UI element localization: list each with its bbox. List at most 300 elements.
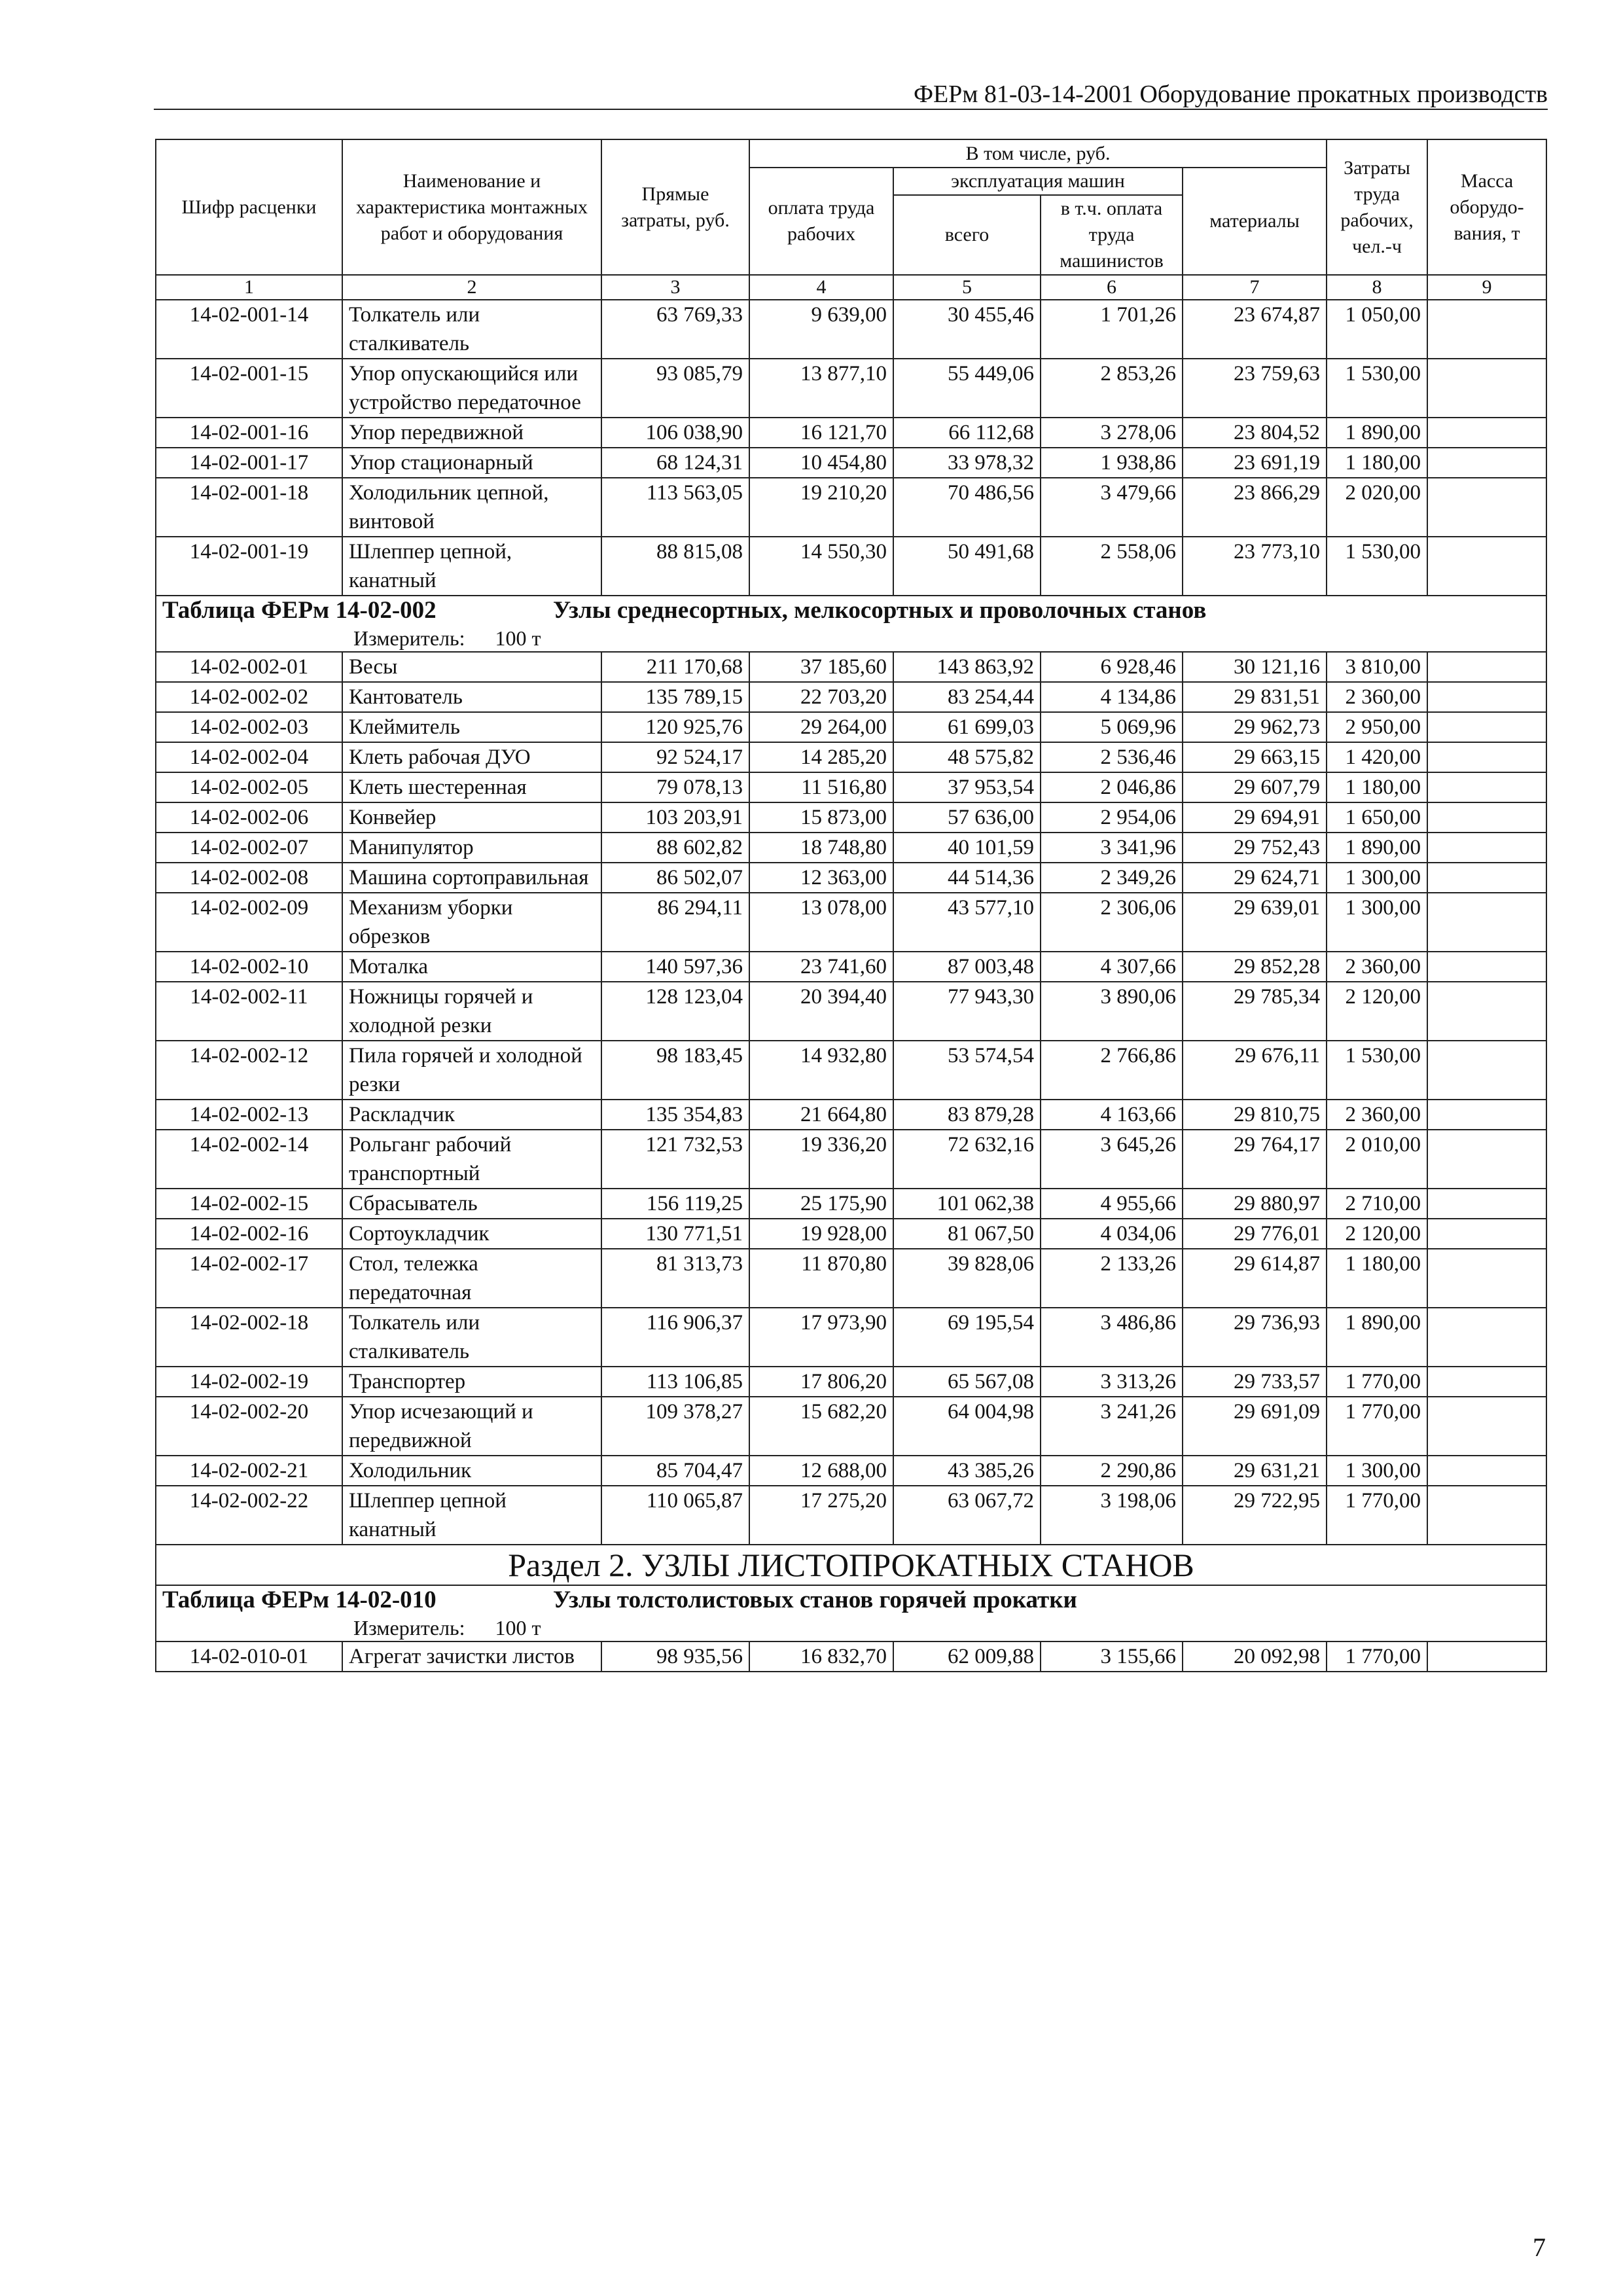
cell-labor-hours: 1 770,00 <box>1327 1397 1427 1456</box>
cell-labor-pay: 11 516,80 <box>749 772 893 802</box>
cell-name: Транспортер <box>342 1367 601 1397</box>
cell-materials: 29 736,93 <box>1183 1308 1327 1367</box>
table-row <box>156 418 1546 448</box>
cell-code: 14-02-002-18 <box>156 1308 342 1367</box>
unit-value: 100 т <box>495 1616 541 1640</box>
cell-labor-hours: 1 770,00 <box>1327 1641 1427 1672</box>
cell-operators-pay: 3 241,26 <box>1041 1397 1183 1456</box>
cell-operators-pay: 2 766,86 <box>1041 1041 1183 1100</box>
cell-operators-pay: 2 853,26 <box>1041 359 1183 418</box>
cell-materials: 29 764,17 <box>1183 1130 1327 1189</box>
cell-materials: 23 674,87 <box>1183 300 1327 359</box>
cell-operators-pay: 6 928,46 <box>1041 652 1183 682</box>
cell-labor-pay: 9 639,00 <box>749 300 893 359</box>
cell-materials: 29 676,11 <box>1183 1041 1327 1100</box>
cell-code: 14-02-001-19 <box>156 537 342 596</box>
col-header-materials: материалы <box>1183 168 1327 275</box>
cell-labor-hours: 1 180,00 <box>1327 1249 1427 1308</box>
cell-materials: 29 733,57 <box>1183 1367 1327 1397</box>
cell-mass <box>1427 1130 1546 1189</box>
cell-labor-hours: 2 360,00 <box>1327 682 1427 712</box>
cell-name: Шлеппер цепной, канатный <box>342 537 601 596</box>
cell-direct-costs: 98 183,45 <box>601 1041 749 1100</box>
cell-name: Клеть шестеренная <box>342 772 601 802</box>
cell-code: 14-02-002-22 <box>156 1486 342 1545</box>
cell-operators-pay: 4 163,66 <box>1041 1100 1183 1130</box>
col-header-code: Шифр расценки <box>156 139 342 275</box>
cell-materials: 29 831,51 <box>1183 682 1327 712</box>
cell-materials: 23 804,52 <box>1183 418 1327 448</box>
cell-code: 14-02-002-13 <box>156 1100 342 1130</box>
cell-machines-total: 53 574,54 <box>893 1041 1041 1100</box>
cell-name: Сбрасыватель <box>342 1189 601 1219</box>
cell-labor-hours: 1 420,00 <box>1327 742 1427 772</box>
cell-labor-hours: 1 530,00 <box>1327 537 1427 596</box>
cell-name: Упор стационарный <box>342 448 601 478</box>
cell-code: 14-02-002-04 <box>156 742 342 772</box>
cell-mass <box>1427 952 1546 982</box>
table-row <box>156 952 1546 982</box>
cell-name: Стол, тележка передаточная <box>342 1249 601 1308</box>
cell-labor-pay: 37 185,60 <box>749 652 893 682</box>
col-header-operators-pay: в т.ч. оплата труда машинистов <box>1041 195 1183 275</box>
cell-direct-costs: 211 170,68 <box>601 652 749 682</box>
column-number-row <box>156 275 1546 300</box>
cell-operators-pay: 3 486,86 <box>1041 1308 1183 1367</box>
cell-mass <box>1427 1641 1546 1672</box>
cell-materials: 29 607,79 <box>1183 772 1327 802</box>
cell-labor-pay: 15 873,00 <box>749 802 893 833</box>
cell-labor-hours: 2 120,00 <box>1327 982 1427 1041</box>
cell-mass <box>1427 1367 1546 1397</box>
cell-code: 14-02-002-16 <box>156 1219 342 1249</box>
cell-machines-total: 37 953,54 <box>893 772 1041 802</box>
cell-materials: 30 121,16 <box>1183 652 1327 682</box>
cell-name: Холодильник <box>342 1456 601 1486</box>
table-row <box>156 1486 1546 1545</box>
cell-name: Манипулятор <box>342 833 601 863</box>
unit-label: Измеритель: <box>353 1616 465 1640</box>
cell-name: Пила горячей и холодной резки <box>342 1041 601 1100</box>
cell-mass <box>1427 1308 1546 1367</box>
cell-machines-total: 43 577,10 <box>893 893 1041 952</box>
cell-code: 14-02-002-05 <box>156 772 342 802</box>
cell-operators-pay: 2 536,46 <box>1041 742 1183 772</box>
cell-labor-hours: 1 770,00 <box>1327 1486 1427 1545</box>
column-number: 1 <box>156 275 342 300</box>
cell-machines-total: 61 699,03 <box>893 712 1041 742</box>
cell-code: 14-02-002-15 <box>156 1189 342 1219</box>
cell-operators-pay: 2 046,86 <box>1041 772 1183 802</box>
cell-direct-costs: 81 313,73 <box>601 1249 749 1308</box>
cell-operators-pay: 5 069,96 <box>1041 712 1183 742</box>
cell-operators-pay: 3 278,06 <box>1041 418 1183 448</box>
cell-operators-pay: 4 955,66 <box>1041 1189 1183 1219</box>
cell-materials: 29 614,87 <box>1183 1249 1327 1308</box>
cell-operators-pay: 3 313,26 <box>1041 1367 1183 1397</box>
table-row <box>156 1100 1546 1130</box>
col-header-direct: Прямые затраты, руб. <box>601 139 749 275</box>
cell-labor-hours: 1 050,00 <box>1327 300 1427 359</box>
cell-direct-costs: 113 106,85 <box>601 1367 749 1397</box>
cell-name: Весы <box>342 652 601 682</box>
cell-direct-costs: 63 769,33 <box>601 300 749 359</box>
cell-operators-pay: 3 198,06 <box>1041 1486 1183 1545</box>
cell-direct-costs: 98 935,56 <box>601 1641 749 1672</box>
cell-name: Упор опускающийся или устройство передаточное <box>342 359 601 418</box>
cell-mass <box>1427 1486 1546 1545</box>
cell-labor-pay: 19 928,00 <box>749 1219 893 1249</box>
table-row <box>156 652 1546 682</box>
table-row <box>156 1130 1546 1189</box>
col-header-name: Наименование и характеристика монтажных работ и оборудования <box>342 139 601 275</box>
col-header-machines-total: всего <box>893 195 1041 275</box>
cell-direct-costs: 135 354,83 <box>601 1100 749 1130</box>
column-number: 3 <box>601 275 749 300</box>
cell-direct-costs: 120 925,76 <box>601 712 749 742</box>
cell-labor-pay: 10 454,80 <box>749 448 893 478</box>
cell-labor-pay: 14 285,20 <box>749 742 893 772</box>
cell-direct-costs: 121 732,53 <box>601 1130 749 1189</box>
cell-labor-hours: 2 010,00 <box>1327 1130 1427 1189</box>
cell-mass <box>1427 1100 1546 1130</box>
cell-machines-total: 64 004,98 <box>893 1397 1041 1456</box>
cell-materials: 29 810,75 <box>1183 1100 1327 1130</box>
cell-code: 14-02-002-03 <box>156 712 342 742</box>
cell-name: Толкатель или сталкиватель <box>342 300 601 359</box>
cell-code: 14-02-001-15 <box>156 359 342 418</box>
section-title: Раздел 2. УЗЛЫ ЛИСТОПРОКАТНЫХ СТАНОВ <box>156 1545 1546 1585</box>
cell-mass <box>1427 712 1546 742</box>
cell-machines-total: 40 101,59 <box>893 833 1041 863</box>
cell-code: 14-02-002-14 <box>156 1130 342 1189</box>
cell-name: Клеймитель <box>342 712 601 742</box>
cell-operators-pay: 4 307,66 <box>1041 952 1183 982</box>
cell-direct-costs: 68 124,31 <box>601 448 749 478</box>
table-row <box>156 1641 1546 1672</box>
cell-code: 14-02-002-09 <box>156 893 342 952</box>
cell-machines-total: 81 067,50 <box>893 1219 1041 1249</box>
cell-labor-hours: 1 890,00 <box>1327 1308 1427 1367</box>
cell-direct-costs: 130 771,51 <box>601 1219 749 1249</box>
cell-mass <box>1427 893 1546 952</box>
cell-labor-hours: 2 710,00 <box>1327 1189 1427 1219</box>
cell-operators-pay: 2 558,06 <box>1041 537 1183 596</box>
cell-code: 14-02-001-18 <box>156 478 342 537</box>
cell-direct-costs: 140 597,36 <box>601 952 749 982</box>
cell-code: 14-02-001-16 <box>156 418 342 448</box>
cell-name: Конвейер <box>342 802 601 833</box>
cell-labor-hours: 1 530,00 <box>1327 1041 1427 1100</box>
table-row <box>156 359 1546 418</box>
cell-labor-pay: 19 336,20 <box>749 1130 893 1189</box>
cell-labor-hours: 2 950,00 <box>1327 712 1427 742</box>
cell-name: Ножницы горячей и холодной резки <box>342 982 601 1041</box>
cell-mass <box>1427 1189 1546 1219</box>
column-number: 2 <box>342 275 601 300</box>
table-caption <box>156 1585 1546 1641</box>
cell-machines-total: 77 943,30 <box>893 982 1041 1041</box>
table-caption <box>156 596 1546 652</box>
cell-labor-hours: 2 360,00 <box>1327 1100 1427 1130</box>
cell-name: Моталка <box>342 952 601 982</box>
cell-labor-pay: 16 832,70 <box>749 1641 893 1672</box>
cell-labor-hours: 1 180,00 <box>1327 448 1427 478</box>
cell-labor-hours: 3 810,00 <box>1327 652 1427 682</box>
cell-materials: 29 785,34 <box>1183 982 1327 1041</box>
cell-operators-pay: 2 133,26 <box>1041 1249 1183 1308</box>
cell-machines-total: 62 009,88 <box>893 1641 1041 1672</box>
cell-direct-costs: 92 524,17 <box>601 742 749 772</box>
col-header-labor-hours: Затраты труда рабочих, чел.-ч <box>1327 139 1427 275</box>
cell-code: 14-02-002-07 <box>156 833 342 863</box>
cell-materials: 29 631,21 <box>1183 1456 1327 1486</box>
cell-labor-hours: 1 530,00 <box>1327 359 1427 418</box>
cell-direct-costs: 135 789,15 <box>601 682 749 712</box>
cell-materials: 29 691,09 <box>1183 1397 1327 1456</box>
cell-name: Кантователь <box>342 682 601 712</box>
cell-labor-pay: 20 394,40 <box>749 982 893 1041</box>
table-caption-label: Таблица ФЕРм 14-02-002 <box>162 597 437 624</box>
cell-mass <box>1427 359 1546 418</box>
cell-machines-total: 48 575,82 <box>893 742 1041 772</box>
cell-name: Механизм уборки обрезков <box>342 893 601 952</box>
table-row <box>156 300 1546 359</box>
table-row <box>156 833 1546 863</box>
cell-labor-hours: 1 300,00 <box>1327 863 1427 893</box>
col-header-labor-pay: оплата труда рабочих <box>749 168 893 275</box>
cell-machines-total: 44 514,36 <box>893 863 1041 893</box>
cell-labor-hours: 2 360,00 <box>1327 952 1427 982</box>
cell-code: 14-02-002-02 <box>156 682 342 712</box>
cell-materials: 29 752,43 <box>1183 833 1327 863</box>
cell-code: 14-02-002-01 <box>156 652 342 682</box>
table-body <box>156 275 1546 1672</box>
cell-materials: 29 852,28 <box>1183 952 1327 982</box>
cell-labor-pay: 14 932,80 <box>749 1041 893 1100</box>
cell-operators-pay: 4 034,06 <box>1041 1219 1183 1249</box>
cell-machines-total: 57 636,00 <box>893 802 1041 833</box>
cell-name: Сортоукладчик <box>342 1219 601 1249</box>
cell-code: 14-02-001-14 <box>156 300 342 359</box>
cell-machines-total: 43 385,26 <box>893 1456 1041 1486</box>
cell-materials: 20 092,98 <box>1183 1641 1327 1672</box>
cell-direct-costs: 103 203,91 <box>601 802 749 833</box>
cell-labor-hours: 1 180,00 <box>1327 772 1427 802</box>
cell-code: 14-02-002-21 <box>156 1456 342 1486</box>
cell-code: 14-02-002-19 <box>156 1367 342 1397</box>
cell-labor-pay: 17 973,90 <box>749 1308 893 1367</box>
cell-code: 14-02-002-11 <box>156 982 342 1041</box>
cell-code: 14-02-002-10 <box>156 952 342 982</box>
cell-materials: 23 691,19 <box>1183 448 1327 478</box>
cell-name: Раскладчик <box>342 1100 601 1130</box>
cell-materials: 29 880,97 <box>1183 1189 1327 1219</box>
cell-code: 14-02-002-20 <box>156 1397 342 1456</box>
table-row <box>156 478 1546 537</box>
cell-operators-pay: 1 938,86 <box>1041 448 1183 478</box>
cell-direct-costs: 106 038,90 <box>601 418 749 448</box>
cell-name: Упор передвижной <box>342 418 601 448</box>
cell-name: Холодильник цепной, винтовой <box>342 478 601 537</box>
table-caption-label: Таблица ФЕРм 14-02-010 <box>162 1587 437 1613</box>
section-title-row <box>156 1545 1546 1585</box>
cell-name: Упор исчезающий и передвижной <box>342 1397 601 1456</box>
cell-labor-pay: 21 664,80 <box>749 1100 893 1130</box>
cell-labor-pay: 13 078,00 <box>749 893 893 952</box>
cell-direct-costs: 109 378,27 <box>601 1397 749 1456</box>
cell-materials: 29 962,73 <box>1183 712 1327 742</box>
cell-code: 14-02-002-06 <box>156 802 342 833</box>
cell-mass <box>1427 537 1546 596</box>
cell-machines-total: 87 003,48 <box>893 952 1041 982</box>
table-row <box>156 772 1546 802</box>
cell-labor-pay: 25 175,90 <box>749 1189 893 1219</box>
cell-machines-total: 30 455,46 <box>893 300 1041 359</box>
table-row <box>156 742 1546 772</box>
cell-labor-hours: 2 020,00 <box>1327 478 1427 537</box>
rates-table <box>155 139 1547 1672</box>
cell-materials: 29 722,95 <box>1183 1486 1327 1545</box>
cell-labor-pay: 17 275,20 <box>749 1486 893 1545</box>
cell-mass <box>1427 418 1546 448</box>
cell-direct-costs: 128 123,04 <box>601 982 749 1041</box>
cell-direct-costs: 93 085,79 <box>601 359 749 418</box>
cell-mass <box>1427 682 1546 712</box>
cell-operators-pay: 3 155,66 <box>1041 1641 1183 1672</box>
cell-labor-pay: 19 210,20 <box>749 478 893 537</box>
page-number: 7 <box>1533 2233 1546 2262</box>
cell-materials: 23 759,63 <box>1183 359 1327 418</box>
cell-name: Шлеппер цепной канатный <box>342 1486 601 1545</box>
cell-operators-pay: 2 349,26 <box>1041 863 1183 893</box>
cell-labor-pay: 22 703,20 <box>749 682 893 712</box>
cell-mass <box>1427 982 1546 1041</box>
table-row <box>156 1367 1546 1397</box>
cell-materials: 29 694,91 <box>1183 802 1327 833</box>
cell-operators-pay: 4 134,86 <box>1041 682 1183 712</box>
cell-labor-pay: 18 748,80 <box>749 833 893 863</box>
cell-labor-hours: 1 890,00 <box>1327 833 1427 863</box>
cell-direct-costs: 88 602,82 <box>601 833 749 863</box>
cell-code: 14-02-002-17 <box>156 1249 342 1308</box>
cell-labor-pay: 12 363,00 <box>749 863 893 893</box>
cell-labor-hours: 1 890,00 <box>1327 418 1427 448</box>
cell-mass <box>1427 1041 1546 1100</box>
cell-name: Толкатель или сталкиватель <box>342 1308 601 1367</box>
table-caption-title: Узлы толстолистовых станов горячей прокатки <box>553 1587 1077 1613</box>
cell-name: Машина сортоправильная <box>342 863 601 893</box>
cell-mass <box>1427 772 1546 802</box>
cell-direct-costs: 85 704,47 <box>601 1456 749 1486</box>
cell-materials: 29 663,15 <box>1183 742 1327 772</box>
cell-materials: 29 776,01 <box>1183 1219 1327 1249</box>
cell-operators-pay: 1 701,26 <box>1041 300 1183 359</box>
table-row <box>156 982 1546 1041</box>
cell-labor-hours: 1 770,00 <box>1327 1367 1427 1397</box>
table-row <box>156 863 1546 893</box>
cell-labor-pay: 23 741,60 <box>749 952 893 982</box>
cell-direct-costs: 110 065,87 <box>601 1486 749 1545</box>
table-row <box>156 712 1546 742</box>
col-header-mass: Масса оборудо-вания, т <box>1427 139 1546 275</box>
column-number: 8 <box>1327 275 1427 300</box>
running-header <box>154 26 1548 110</box>
cell-materials: 29 624,71 <box>1183 863 1327 893</box>
table-row <box>156 682 1546 712</box>
cell-machines-total: 69 195,54 <box>893 1308 1041 1367</box>
unit-value: 100 т <box>495 626 541 650</box>
cell-machines-total: 72 632,16 <box>893 1130 1041 1189</box>
table-row <box>156 1041 1546 1100</box>
cell-labor-pay: 12 688,00 <box>749 1456 893 1486</box>
cell-direct-costs: 86 294,11 <box>601 893 749 952</box>
table-row <box>156 802 1546 833</box>
cell-operators-pay: 3 890,06 <box>1041 982 1183 1041</box>
table-caption-title: Узлы среднесортных, мелкосортных и проволочных станов <box>553 597 1207 624</box>
cell-machines-total: 55 449,06 <box>893 359 1041 418</box>
cell-operators-pay: 2 306,06 <box>1041 893 1183 952</box>
cell-machines-total: 143 863,92 <box>893 652 1041 682</box>
table-caption-row <box>156 1585 1546 1641</box>
cell-machines-total: 101 062,38 <box>893 1189 1041 1219</box>
cell-operators-pay: 3 645,26 <box>1041 1130 1183 1189</box>
cell-materials: 23 866,29 <box>1183 478 1327 537</box>
cell-mass <box>1427 1249 1546 1308</box>
cell-machines-total: 70 486,56 <box>893 478 1041 537</box>
cell-labor-pay: 14 550,30 <box>749 537 893 596</box>
cell-materials: 23 773,10 <box>1183 537 1327 596</box>
cell-mass <box>1427 1456 1546 1486</box>
table-caption-row <box>156 596 1546 652</box>
cell-mass <box>1427 802 1546 833</box>
cell-mass <box>1427 1397 1546 1456</box>
cell-direct-costs: 86 502,07 <box>601 863 749 893</box>
cell-direct-costs: 116 906,37 <box>601 1308 749 1367</box>
cell-mass <box>1427 742 1546 772</box>
table-row <box>156 448 1546 478</box>
cell-machines-total: 39 828,06 <box>893 1249 1041 1308</box>
cell-mass <box>1427 448 1546 478</box>
col-header-machines: эксплуатация машин <box>893 168 1183 195</box>
cell-code: 14-02-010-01 <box>156 1641 342 1672</box>
cell-direct-costs: 79 078,13 <box>601 772 749 802</box>
cell-labor-hours: 1 300,00 <box>1327 893 1427 952</box>
cell-materials: 29 639,01 <box>1183 893 1327 952</box>
cell-code: 14-02-001-17 <box>156 448 342 478</box>
cell-direct-costs: 156 119,25 <box>601 1189 749 1219</box>
cell-labor-pay: 15 682,20 <box>749 1397 893 1456</box>
header-rule <box>154 109 1548 110</box>
table-row <box>156 1189 1546 1219</box>
cell-name: Рольганг рабочий транспортный <box>342 1130 601 1189</box>
cell-name: Клеть рабочая ДУО <box>342 742 601 772</box>
cell-operators-pay: 2 954,06 <box>1041 802 1183 833</box>
table-row <box>156 1249 1546 1308</box>
table-row <box>156 893 1546 952</box>
table-row <box>156 1308 1546 1367</box>
cell-mass <box>1427 478 1546 537</box>
column-number: 6 <box>1041 275 1183 300</box>
cell-machines-total: 83 254,44 <box>893 682 1041 712</box>
column-number: 7 <box>1183 275 1327 300</box>
cell-labor-pay: 13 877,10 <box>749 359 893 418</box>
cell-mass <box>1427 863 1546 893</box>
cell-labor-pay: 11 870,80 <box>749 1249 893 1308</box>
column-number: 9 <box>1427 275 1546 300</box>
cell-machines-total: 50 491,68 <box>893 537 1041 596</box>
cell-labor-hours: 2 120,00 <box>1327 1219 1427 1249</box>
